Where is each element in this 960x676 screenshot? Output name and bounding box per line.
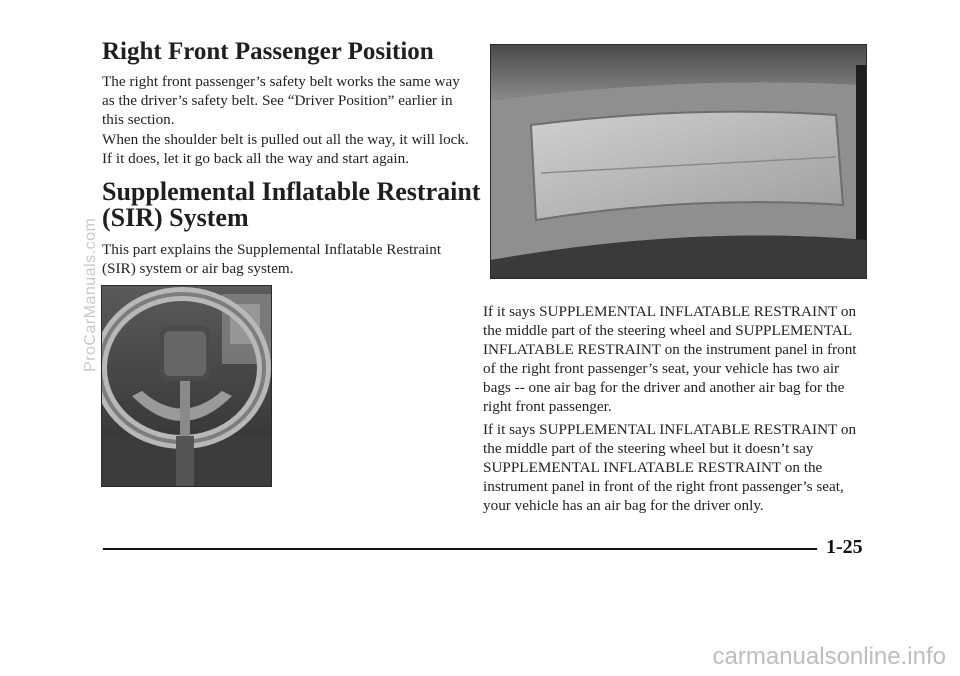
bottom-watermark: carmanualsonline.info	[712, 643, 946, 670]
paragraph-shoulder-belt-lock: When the shoulder belt is pulled out all the way, it will lock. If it does, let it go back all the way and start again.	[102, 131, 469, 167]
instrument-panel-illustration	[491, 45, 866, 278]
footer-rule	[103, 548, 817, 550]
steering-wheel-illustration	[102, 286, 271, 486]
section-heading-right-front-passenger: Right Front Passenger Position	[102, 38, 434, 65]
instrument-panel-airbag-photo	[490, 44, 867, 279]
paragraph-sir-intro: This part explains the Supplemental Inflatable Restraint (SIR) system or air bag system.	[102, 241, 442, 277]
page-number: 1-25	[826, 536, 863, 558]
paragraph-driver-airbag-only: If it says SUPPLEMENTAL INFLATABLE RESTRAINT on the middle part of the steering wheel but it doesn’t say SUPPLEMENTAL INFLATABLE RESTRAINT on the instrument panel in front of the right front passenger’s seat, your vehicle has an air bag for the driver only.	[483, 421, 857, 514]
side-watermark: ProCarManuals.com	[82, 217, 99, 372]
section-heading-sir-line-2: (SIR) System	[102, 203, 249, 232]
paragraph-two-airbags: If it says SUPPLEMENTAL INFLATABLE RESTRAINT on the middle part of the steering wheel and SUPPLEMENTAL INFLATABLE RESTRAINT on the instrument panel in front of the right front passenger’s seat, your vehicle has two air bags -- one air bag for the driver and another air bag for the right front passenger.	[483, 303, 857, 415]
steering-wheel-airbag-photo	[101, 285, 272, 487]
section-heading-sir-line-1: Supplemental Inflatable Restraint	[102, 177, 481, 206]
paragraph-passenger-belt: The right front passenger’s safety belt works the same way as the driver’s safety belt. See “Driver Position” earlier in this section.	[102, 73, 460, 128]
